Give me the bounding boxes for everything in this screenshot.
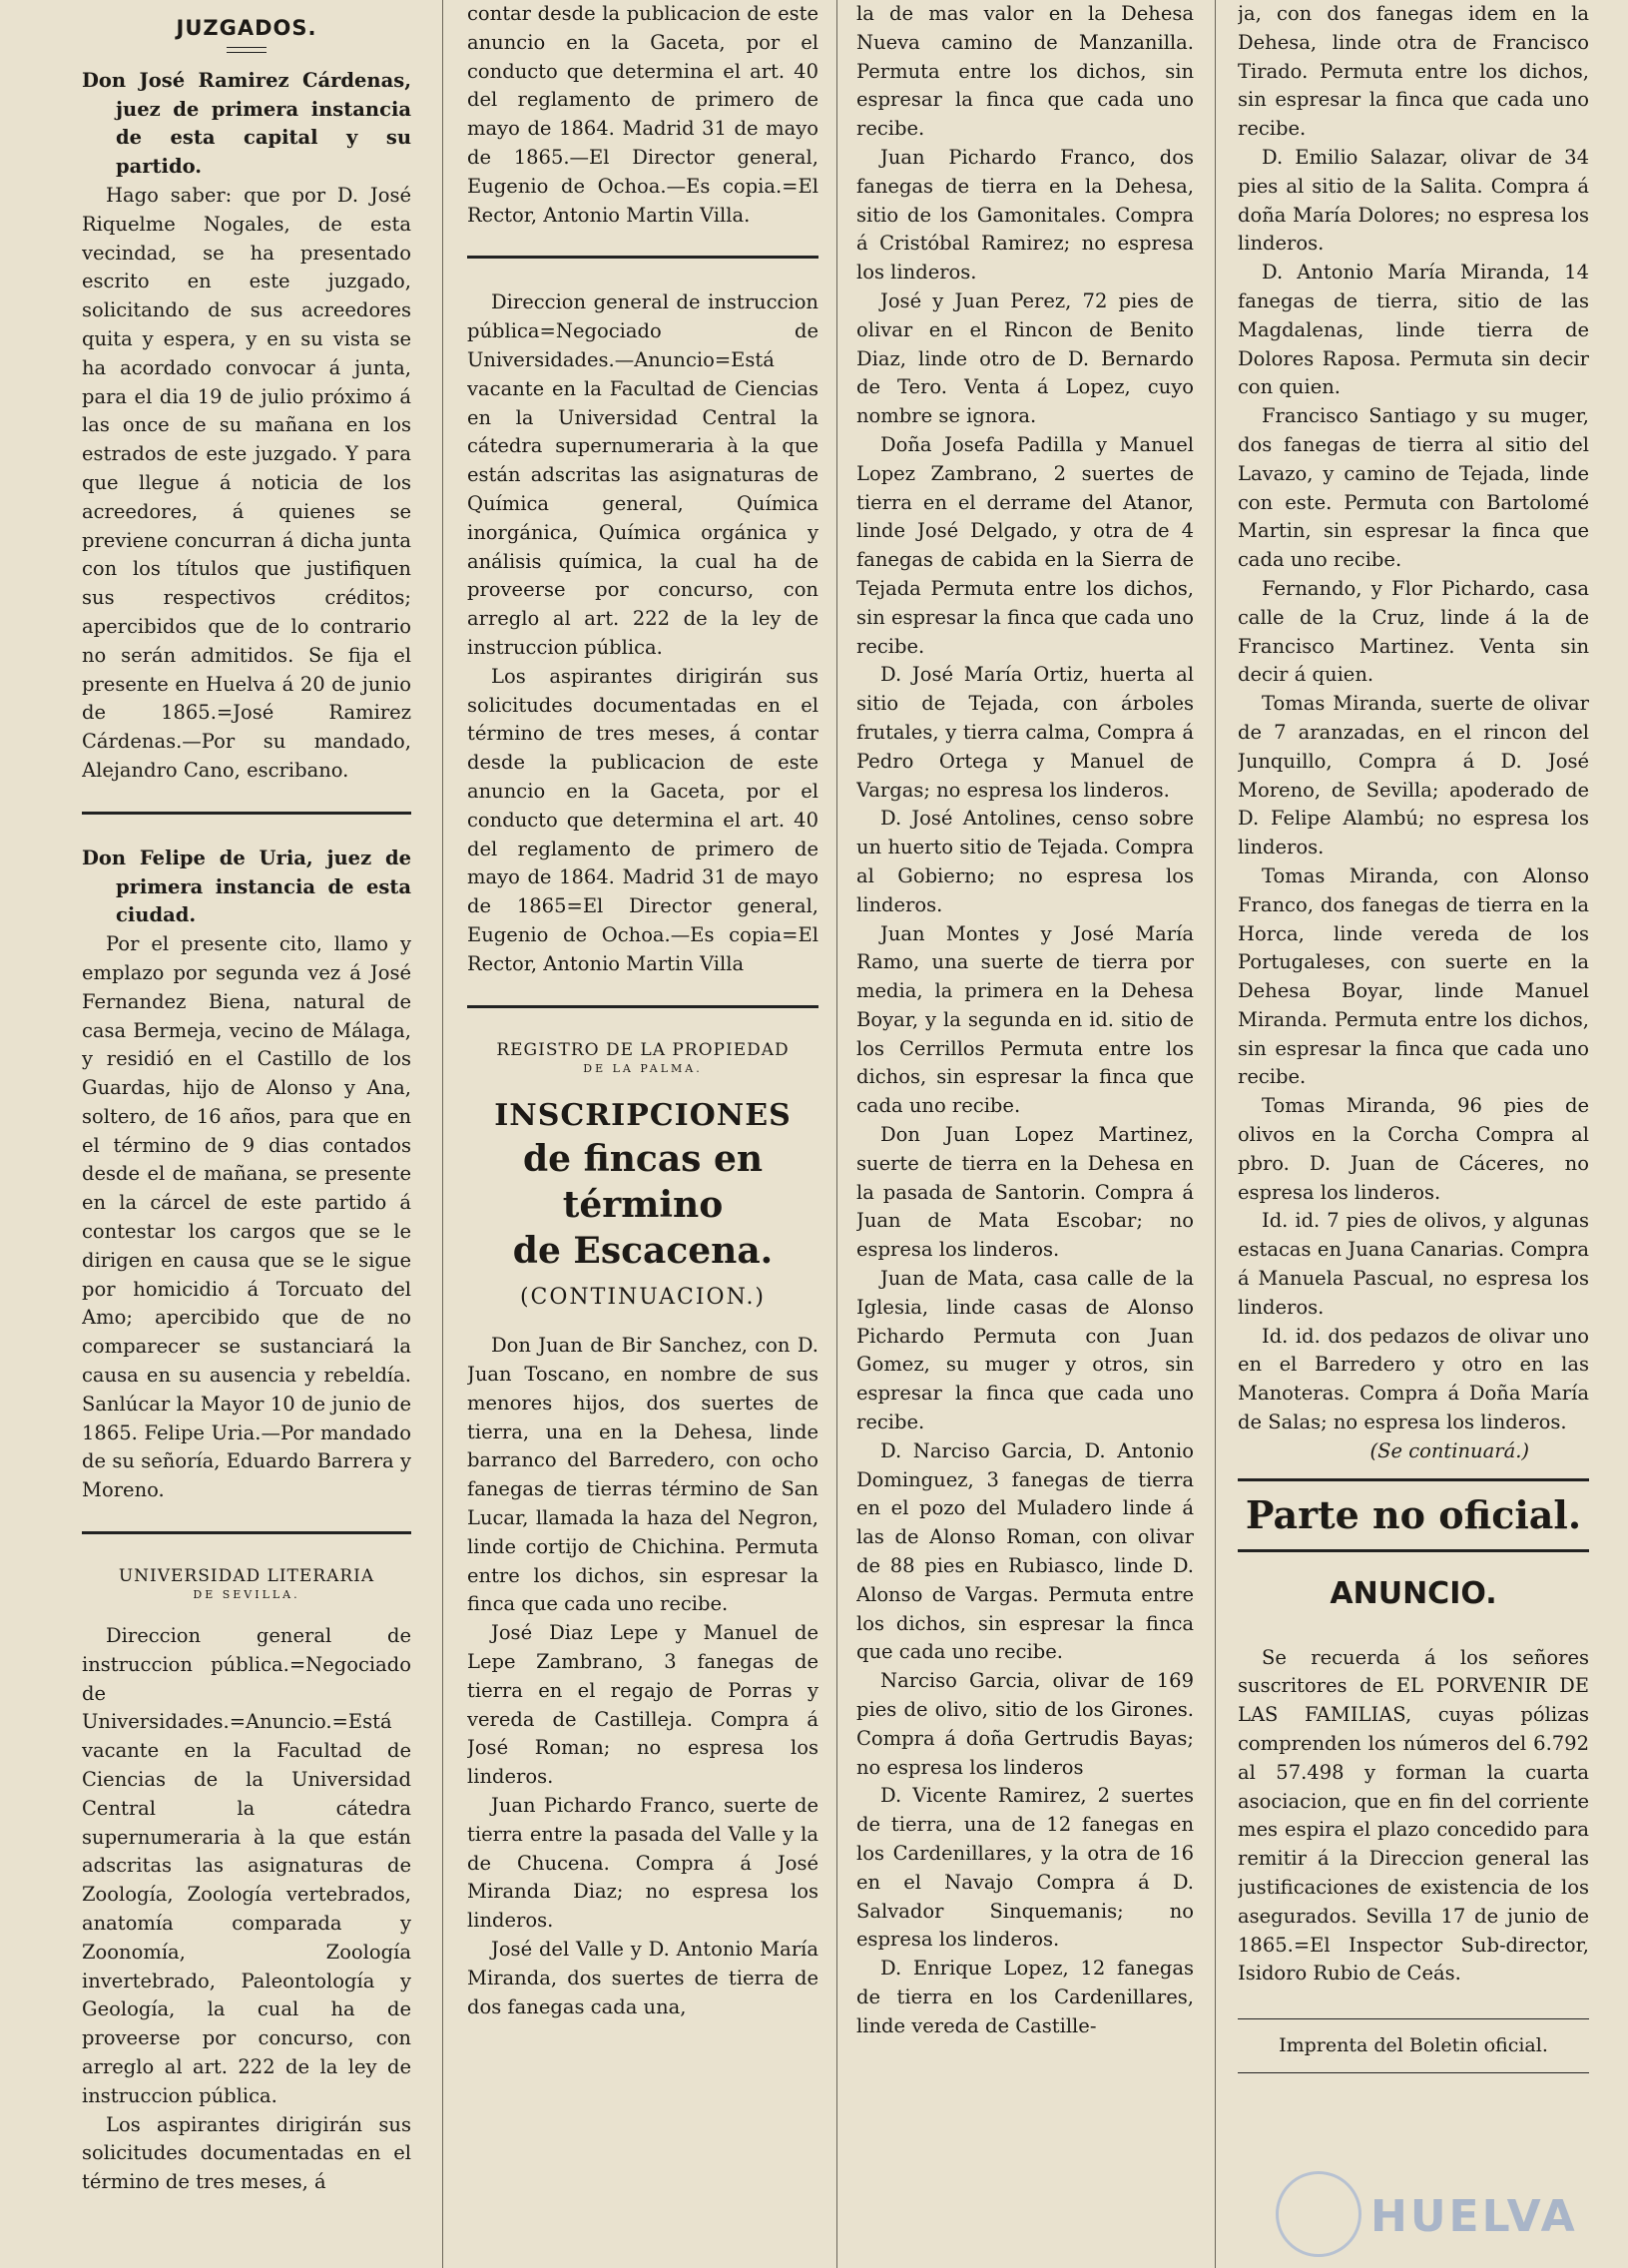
watermark-text: HUELVA <box>1370 2191 1578 2242</box>
entry: Id. id. dos pedazos de olivar uno en el Barredero y otro en las Manoteras. Compra á Doña María de Salas; no espresa los linderos. <box>1238 1324 1589 1434</box>
anuncio-heading: ANUNCIO. <box>1330 1575 1497 1611</box>
direccion-notice-2: Los aspirantes dirigirán sus solicitudes documentadas en el término de tres meses, á contar desde la publicacion de este anuncio en la Gaceta, por el conducto que determina el art. 40 del reglamento de primero de mayo de 1864. Madrid 31 de mayo de 1865=El Director general, Eugenio de Ochoa.—Es copia=El Rector, Antonio Martin Villa <box>467 664 818 975</box>
inscripciones-title-2: de fincas en término <box>522 1137 764 1226</box>
direccion-notice: Direccion general de instruccion pública=Negociado de Universidades.—Anuncio=Está vacante en la Facultad de Ciencias en la Universidad Central la cátedra supernumeraria à la que están adscritas las asignaturas de Química general, Química inorgánica, Química orgánica y análisis química, la cual ha de proveerse por concurso, con arreglo al art. 222 de la ley de instruccion pública. <box>467 290 818 659</box>
se-continuara: (Se continuará.) <box>1369 1438 1529 1462</box>
seal-icon <box>1276 2171 1361 2257</box>
section-heading-juzgados: JUZGADOS. <box>176 16 317 40</box>
university-notice-cont: Los aspirantes dirigirán sus solicitudes documentadas en el término de tres meses, á <box>82 2112 411 2194</box>
entry: D. Enrique Lopez, 12 fanegas de tierra en los Cardenillares, linde vereda de Castille- <box>856 1957 1194 2037</box>
parte-no-oficial-heading: Parte no oficial. <box>1238 1478 1589 1552</box>
university-subheading: DE SEVILLA. <box>193 1588 300 1602</box>
divider <box>467 1005 818 1008</box>
edict-1-title: Don José Ramirez Cárdenas, juez de primera instancia de esta capital y su partido. <box>82 68 411 179</box>
entry: Juan de Mata, casa calle de la Iglesia, linde casas de Alonso Pichardo Permuta con Juan Gomez, su muger y otros, sin espresar la finca que cada uno recibe. <box>856 1267 1194 1434</box>
entry: D. José Antolines, censo sobre un huerto sitio de Tejada. Compra al Gobierno; no espresa los linderos. <box>856 807 1194 916</box>
university-heading: UNIVERSIDAD LITERARIA <box>118 1566 375 1587</box>
inscripciones-title: INSCRIPCIONES <box>494 1097 792 1133</box>
edict-1-body: Hago saber: que por D. José Riquelme Nogales, de esta vecindad, se ha presentado escrito en este juzgado, solicitando de sus acreedores quita y espera, y en su vista se ha acordado convocar á junta, para el dia 19 de julio próximo á las once de su mañana en los estrados de este juzgado. Y para que llegue á noticia de los acreedores, á quienes se previene concurran á dicha junta con los títulos que justifiquen sus respectivos créditos; apercibidos que de lo contrario no serán admitidos. Se fija el presente en Huelva á 20 de junio de 1865.=José Ramirez Cárdenas.—Por su mandado, Alejandro Cano, escribano. <box>82 183 411 782</box>
university-notice: Direccion general de instruccion pública.=Negociado de Universidades.=Anuncio.=Está vacante en la Facultad de Ciencias de la Universidad Central la cátedra supernumeraria à la que están adscritas las asignaturas de Zoología, Zoología vertebrados, anatomía comparada y Zoonomía, Zoología invertebrado, Paleontología y Geología, la cual ha de proveerse por concurso, con arreglo al art. 222 de la ley de instruccion pública. <box>82 1624 411 2107</box>
column-rule <box>442 0 443 2268</box>
entry: ja, con dos fanegas idem en la Dehesa, linde otra de Francisco Tirado. Permuta entre los dichos, sin espresar la finca que cada uno recibe. <box>1238 2 1589 141</box>
double-divider <box>227 47 267 53</box>
edict-2-title: Don Felipe de Uria, juez de primera instancia de esta ciudad. <box>82 846 411 927</box>
divider <box>82 812 411 815</box>
column-3 <box>856 0 1194 2268</box>
column-1 <box>82 0 411 2268</box>
archive-watermark <box>1276 2166 1595 2261</box>
registro-subheading: DE LA PALMA. <box>583 1061 703 1075</box>
entry: D. Emilio Salazar, olivar de 34 pies al sitio de la Salita. Compra á doña María Dolores; no espresa los linderos. <box>1238 145 1589 256</box>
anuncio-body: Se recuerda á los señores suscritores de EL PORVENIR DE LAS FAMILIAS, cuyas pólizas comprenden los números del 6.792 al 57.498 y forman la cuarta asociacion, que en fin del corriente mes espira el plazo concedido para remitir á la Direccion general las justificaciones de existencia de los asegurados. Sevilla 17 de junio de 1865.=El Inspector Sub-director, Isidoro Rubio de Ceás. <box>1238 1645 1589 1985</box>
entry: D. José María Ortiz, huerta al sitio de Tejada, con árboles frutales, y tierra calma, Compra á Pedro Ortega y Manuel de Vargas; no espresa los linderos. <box>856 663 1194 802</box>
entry: Don Juan Lopez Martinez, suerte de tierra en la Dehesa en la pasada de Santorin. Compra á Juan de Mata Escobar; no espresa los linderos. <box>856 1123 1194 1262</box>
entry: D. Narciso Garcia, D. Antonio Dominguez, 3 fanegas de tierra en el pozo del Muladero linde á las de Alonso Roman, con olivar de 88 pies en Rubiasco, linde D. Alonso de Vargas. Permuta entre los dichos, sin espresar la finca que cada uno recibe. <box>856 1438 1194 1664</box>
column-4 <box>1238 0 1589 2268</box>
divider <box>467 256 818 259</box>
registro-heading: REGISTRO DE LA PROPIEDAD <box>496 1039 790 1060</box>
column-rule <box>1215 0 1216 2268</box>
entry: Juan Montes y José María Ramo, una suerte de tierra por media, la primera en la Dehesa Boyar, y la segunda en id. sitio de los Cerrillos Permuta entre los dichos, sin espresar la finca que cada uno recibe. <box>856 921 1194 1118</box>
column-2 <box>467 0 818 2268</box>
imprenta-footer: Imprenta del Boletin oficial. <box>1238 2018 1589 2073</box>
inscripciones-title-3: de Escacena. <box>512 1229 774 1272</box>
entry: José y Juan Perez, 72 pies de olivar en el Rincon de Benito Diaz, linde otro de D. Bernardo de Tero. Venta á Lopez, cuyo nombre se ignora. <box>856 288 1194 428</box>
entry: Don Juan de Bir Sanchez, con D. Juan Toscano, en nombre de sus menores hijos, dos suertes de tierra, una en la Dehesa, linde barranco del Barredero, con ocho fanegas de tierras término de San Lucar, llamada la haza del Negron, linde cortijo de Chichina. Permuta entre los dichos, sin espresar la finca que cada uno recibe. <box>467 1334 818 1616</box>
entry: Juan Pichardo Franco, suerte de tierra entre la pasada del Valle y la de Chucena. Compra á José Miranda Diaz; no espresa los linderos. <box>467 1794 818 1933</box>
entry: D. Antonio María Miranda, 14 fanegas de tierra, sitio de las Magdalenas, linde tierra de Dolores Raposa. Permuta sin decir con quien. <box>1238 261 1589 399</box>
entry: Tomas Miranda, 96 pies de olivos en la Corcha Compra al pbro. D. Juan de Cáceres, no espresa los linderos. <box>1238 1094 1589 1204</box>
divider <box>82 1531 411 1534</box>
entry: la de mas valor en la Dehesa Nueva camino de Manzanilla. Permuta entre los dichos, sin espresar la finca que cada uno recibe. <box>856 2 1194 141</box>
entry: Id. id. 7 pies de olivos, y algunas estacas en Juana Canarias. Compra á Manuela Pascual, no espresa los linderos. <box>1238 1209 1589 1319</box>
continuacion-label: (CONTINUACION.) <box>519 1284 767 1310</box>
column-rule <box>836 0 837 2268</box>
entry: Narciso Garcia, olivar de 169 pies de olivo, sitio de los Girones. Compra á doña Gertrudis Bayas; no espresa los linderos <box>856 1669 1194 1779</box>
notice-continuation: contar desde la publicacion de este anuncio en la Gaceta, por el conducto que determina el art. 40 del reglamento de primero de mayo de 1864. Madrid 31 de mayo de 1865.—El Director general, Eugenio de Ochoa.—Es copia.=El Rector, Antonio Martin Villa. <box>467 2 818 227</box>
entry: Tomas Miranda, suerte de olivar de 7 aranzadas, en el rincon del Junquillo, Compra á D. José Moreno, de Sevilla; apoderado de D. Felipe Alambú; no espresa los linderos. <box>1238 692 1589 859</box>
entry: Francisco Santiago y su muger, dos fanegas de tierra al sitio del Lavazo, y camino de Tejada, linde con este. Permuta con Bartolomé Martin, sin espresar la finca que cada uno recibe. <box>1238 404 1589 572</box>
entry: José del Valle y D. Antonio María Miranda, dos suertes de tierra de dos fanegas cada una, <box>467 1938 818 2018</box>
entry: Juan Pichardo Franco, dos fanegas de tierra en la Dehesa, sitio de los Gamonitales. Compra á Cristóbal Ramirez; no espresa los linderos. <box>856 145 1194 284</box>
entry: Tomas Miranda, con Alonso Franco, dos fanegas de tierra en la Horca, linde vereda de los Portugaleses, con suerte en la Dehesa Boyar, linde Manuel Miranda. Permuta entre los dichos, sin espresar la finca que cada uno recibe. <box>1238 863 1589 1089</box>
entry: Doña Josefa Padilla y Manuel Lopez Zambrano, 2 suertes de tierra en el derrame del Atanor, linde José Delgado, y otra de 4 fanegas de cabida en la Sierra de Tejada Permuta entre los dichos, sin espresar la finca que cada uno recibe. <box>856 432 1194 658</box>
entry: Fernando, y Flor Pichardo, casa calle de la Cruz, linde á la de Francisco Martinez. Venta sin decir á quien. <box>1238 576 1589 687</box>
entry: D. Vicente Ramirez, 2 suertes de tierra, una de 12 fanegas en los Cardenillares, y la otra de 16 en el Navajo Compra á D. Salvador Sinquemanis; no espresa los linderos. <box>856 1784 1194 1952</box>
entry: José Diaz Lepe y Manuel de Lepe Zambrano, 3 fanegas de tierra en el regajo de Porras y vereda de Castilleja. Compra á José Roman; no espresa los linderos. <box>467 1621 818 1789</box>
edict-2-body: Por el presente cito, llamo y emplazo por segunda vez á José Fernandez Biena, natural de casa Bermeja, vecino de Málaga, y residió en el Castillo de los Guardas, hijo de Alonso y Ana, soltero, de 16 años, para que en el término de 9 dias contados desde el de mañana, se presente en la cárcel de este partido á contestar los cargos que se le dirigen en causa que se le sigue por homicidio á Torcuato del Amo; apercibido que de no comparecer se sustanciará la causa en su ausencia y rebeldía. Sanlúcar la Mayor 10 de junio de 1865. Felipe Uria.—Por mandado de su señoría, Eduardo Barrera y Moreno. <box>82 932 411 1502</box>
